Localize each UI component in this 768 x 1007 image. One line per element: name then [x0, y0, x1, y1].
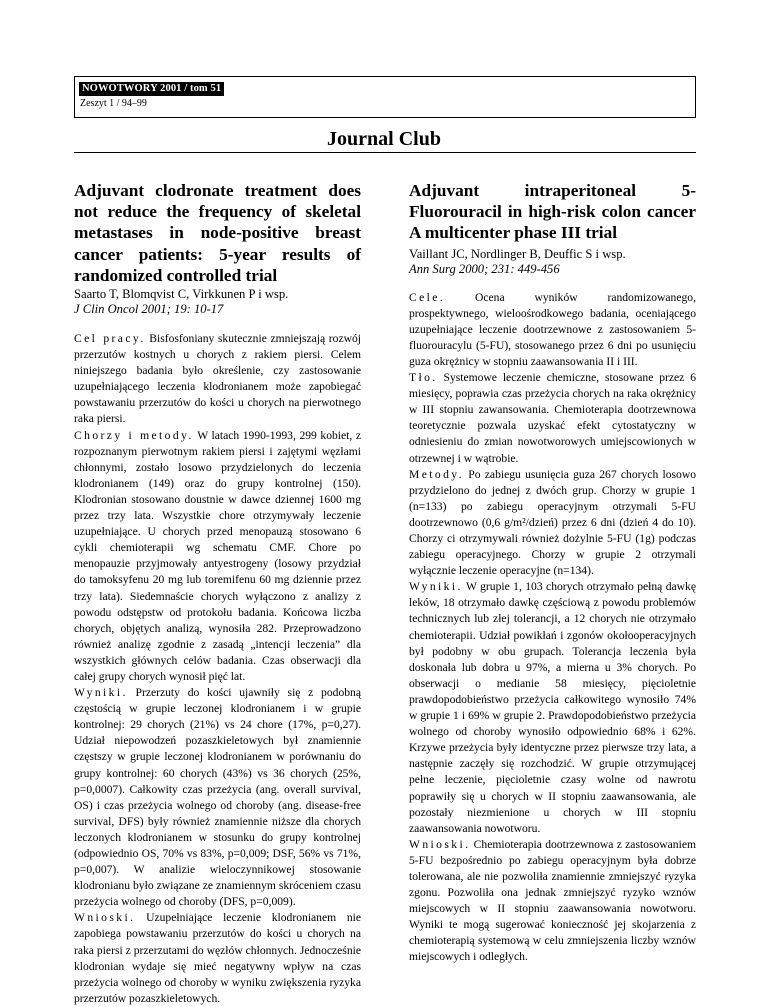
article-title: Adjuvant clodronate treatment does not reduce the frequency of skeletal metastases in node-positive breast cancer patients: 5-year results of randomized controlled trial: [74, 181, 361, 285]
article-meta: [409, 247, 696, 277]
issue-label: Zeszyt 1 / 94–99: [80, 98, 147, 109]
abstract-paragraph: [409, 837, 696, 966]
journal-name-label: NOWOTWORY 2001 / tom 51: [79, 82, 224, 96]
article-abstract: [74, 331, 361, 1007]
paragraph-lead: Cel pracy.: [74, 332, 146, 346]
paragraph-text: Po zabiegu usunięcia guza 267 chorych losowo przydzielono do jednej z dwóch grup. Chorzy w grupie 1 (n=133) po zabiegu operacyjnym otrzymali 5-FU dootrzewnowo (0,6 g/m²/dzień) przez 6 dni (dzień 4 do 10). Chorzy ci otrzymywali również dożylnie 5-FU (1g) podczas zabiegu operacyjnego. Chorzy w grupie 2 otrzymali wyłącznie leczenie operacyjne (n=134).: [409, 467, 696, 578]
paragraph-lead: Tło.: [409, 371, 438, 385]
paragraph-lead: Wyniki.: [409, 580, 463, 594]
article-authors: Saarto T, Blomqvist C, Virkkunen P i wsp.: [74, 287, 289, 302]
abstract-paragraph: [409, 290, 696, 370]
paragraph-lead: Chorzy i metody.: [74, 428, 194, 442]
section-divider: [74, 152, 696, 153]
paragraph-lead: Metody.: [409, 467, 465, 481]
article-right: [409, 180, 696, 966]
abstract-paragraph: [74, 910, 361, 1007]
article-abstract: [409, 290, 696, 966]
journal-header-box: [74, 76, 696, 118]
paragraph-text: Systemowe leczenie chemiczne, stosowane przez 6 miesięcy, poprawia czas przeżycia chorych na raka okrężnicy w III stopniu zawansowania. Chemioterapia dootrzewnowa teoretycznie pozwala uzyskać efekt cytostatyczny w odniesieniu do zmian nowotworowych umiejscowionych w otrzewnej i w wątrobie.: [409, 371, 696, 465]
paragraph-text: W latach 1990-1993, 299 kobiet, z rozpoznanym pierwotnym rakiem piersi i zajętymi węzłami chłonnymi, zostało losowo przydzielonych do leczenia klodronianem (149) oraz do grupy kontrolnej (150). Klodronian stosowano doustnie w dawce dziennej 1600 mg przez trzy lata. Wszystkie chore otrzymywały leczenie uzupełniające. U chorych przed menopauzą stosowano 6 cykli chemioterapii wg schematu CMF. Chore po menopauzie przyjmowały antyestrogeny (losowy przydział do tamoksyfenu 20 mg lub toremifenu 60 mg dziennie przez trzy lata). Siedemnaście chorych wyłączono z analizy z powodu odstępstw od protokołu badania. Końcowa liczba chorych, objętych analizą, wynosiła 282. Przeprowadzono również analizę zgodnie z zasadą „intencji leczenia” dla wszystkich głównych celów badania. Czas obserwacji dla całej grupy chorych wynosił pięć lat.: [74, 428, 361, 683]
paragraph-lead: Wnioski.: [409, 837, 471, 851]
article-meta: [74, 287, 361, 317]
abstract-paragraph: [409, 370, 696, 467]
abstract-paragraph: [409, 579, 696, 837]
article-journal-ref: Ann Surg 2000; 231: 449-456: [409, 261, 560, 276]
paragraph-text: Uzupełniające leczenie klodronianem nie zapobiega powstawaniu przerzutów do kości u chorych na raka piersi z przerzutami do węzłów chłonnych. Jednocześnie klodronian wydaje się mieć negatywny wpływ na czas przeżycia wolnego od choroby w wyniku zwiększenia ryzyka przerzutów pozaszkieletowych.: [74, 911, 361, 1005]
paragraph-text: W grupie 1, 103 chorych otrzymało pełną dawkę leków, 18 otrzymało dawkę częściową z powodu problemów technicznych lub złej tolerancji, a 12 chorych nie otrzymało chemioterapii. Udział powikłań i zgonów okołooperacyjnych był podobny w obu grupach. Tolerancja leczenia była doskonała lub dobra u 97%, a mierna u 3% chorych. Po obserwacji o medianie 58 miesięcy, pięcioletnie prawdopodobieństwo przeżycia całkowitego wynosiło 74% w grupie 1 i 69% w grupie 2. Prawdopodobieństwo przeżycia wolnego od choroby wynosiło odpowiednio 68% i 62%. Krzywe przeżycia były identyczne przez pierwsze trzy lata, a następnie zaczęły się rozchodzić. W grupie otrzymującej pełne leczenie, pięcioletnie czasy wolne od nawrotu poprawiły się u chorych w II stopniu zaawansowania, ale pozostały niezmienione u chorych w III stopniu zaawansowania nowotworu.: [409, 580, 696, 835]
section-title: Journal Club: [327, 128, 441, 150]
paragraph-lead: Wyniki.: [74, 686, 128, 700]
paragraph-lead: Wnioski.: [74, 911, 136, 925]
paragraph-lead: Cele.: [409, 290, 446, 304]
paragraph-text: Przerzuty do kości ujawniły się z podobną częstością w grupie leczonej klodronianem i w grupie kontrolnej: 29 chorych (21%) vs 24 chore (17%, p=0,27). Udział niepowodzeń pozaszkieletowych był znamiennie częstszy w grupie leczonej klodronianem w porównaniu do grupy kontrolnej: 60 chorych (43%) vs 36 chorych (25%, p=0,0007). Całkowity czas przeżycia (ang. overall survival, OS) i czas przeżycia wolnego od choroby (ang. disease-free survival, DFS) były również znamiennie niższe dla chorych leczonych klodronianem w stosunku do grupy kontrolnej (odpowiednio OS, 70% vs 83%, p=0,009; DSF, 56% vs 71%, p=0,007). W analizie wieloczynnikowej stosowanie klodronianu było związane ze znamiennym skróceniem czasu przeżycia wolnego od choroby (DFS, p=0,009).: [74, 686, 361, 909]
article-title: Adjuvant intraperitoneal 5-Fluorouracil in high-risk colon cancer A multicenter phase III trial: [409, 181, 696, 243]
abstract-paragraph: [74, 331, 361, 428]
abstract-paragraph: [74, 685, 361, 910]
paragraph-text: Bisfosfoniany skutecznie zmniejszają rozwój przerzutów kostnych u chorych z rakiem piersi. Celem niniejszego badania było określenie, czy zastosowanie uzupełniającego leczenia klodronianem może zapobiegać powstawaniu przerzutów do kości u chorych na pierwotnego raka piersi.: [74, 332, 361, 426]
article-left: [74, 180, 361, 1007]
paragraph-text: Ocena wyników randomizowanego, prospektywnego, wieloośrodkowego badania, oceniającego uzupełniające leczenie dootrzewnowe z zastosowaniem 5-fluorouracylu (5-FU), stosowanego przez 6 dni po usunięciu guza okrężnicy w stopniu zaawansowania II i III.: [409, 290, 696, 368]
abstract-paragraph: [74, 428, 361, 686]
paragraph-text: Chemioterapia dootrzewnowa z zastosowaniem 5-FU bezpośrednio po zabiegu operacyjnym była dobrze tolerowana, ale nie pozwoliła znamiennie zmniejszyć ryzyka zgonu. Pozwoliła ona jednak zmniejszyć ryzyko wznów miejscowych w II stopniu zaawansowania nowotworu. Wyniki te mogą sugerować konieczność jej skojarzenia z chemioterapią systemową w celu zmniejszenia liczby wznów miejscowych i odległych.: [409, 837, 696, 964]
article-journal-ref: J Clin Oncol 2001; 19: 10-17: [74, 302, 224, 317]
abstract-paragraph: [409, 467, 696, 580]
article-authors: Vaillant JC, Nordlinger B, Deuffic S i wsp.: [409, 246, 626, 261]
